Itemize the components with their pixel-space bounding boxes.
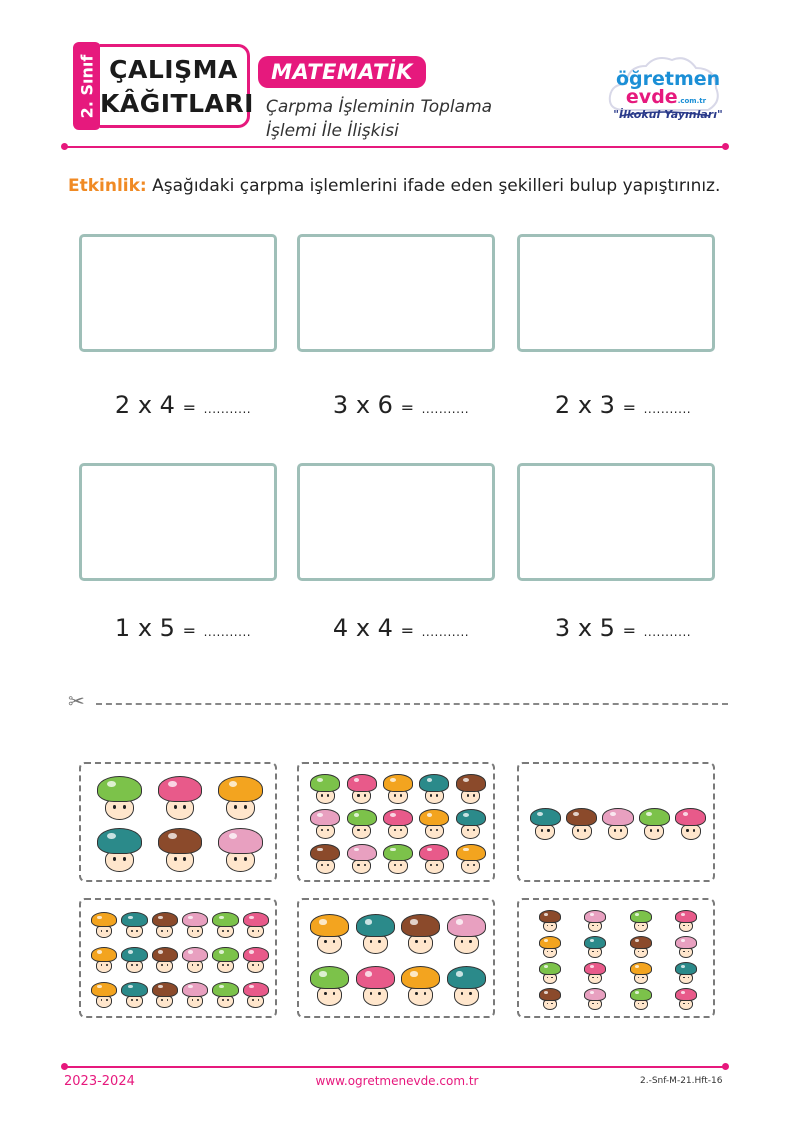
mushroom-cap	[212, 982, 238, 997]
mushroom-icon	[310, 844, 340, 874]
footer-divider-dot-left	[61, 1063, 68, 1070]
mushroom-cap	[97, 828, 142, 854]
mushroom-icon	[401, 966, 440, 1005]
title-line-1: ÇALIŞMA	[109, 55, 238, 84]
mushroom-cap	[447, 966, 486, 989]
mushroom-face	[316, 824, 335, 839]
mushroom-icon	[212, 947, 238, 973]
mushroom-icon	[675, 936, 697, 958]
scissors-icon: ✂	[68, 689, 85, 713]
mushroom-face	[644, 824, 664, 840]
cutout-card-4[interactable]	[79, 898, 277, 1018]
mushroom-cap	[121, 982, 147, 997]
mushroom-cap	[243, 947, 269, 962]
mushroom-cap	[356, 914, 395, 937]
mushroom-icon	[456, 809, 486, 839]
mushroom-icon	[401, 914, 440, 953]
mushroom-icon	[584, 910, 606, 932]
mushroom-cap	[212, 912, 238, 927]
mushroom-icon	[566, 808, 597, 839]
mushroom-icon	[639, 808, 670, 839]
mushroom-cap	[158, 776, 203, 802]
mushroom-icon	[383, 809, 413, 839]
mushroom-icon	[91, 947, 117, 973]
mushroom-icon	[121, 982, 147, 1008]
mushroom-icon	[218, 776, 263, 821]
mushroom-cap	[419, 844, 449, 861]
mushroom-cap	[243, 912, 269, 927]
mushroom-icon	[630, 988, 652, 1010]
mushroom-cap	[152, 912, 178, 927]
equation-expr: 3 x 5	[554, 614, 615, 642]
mushroom-icon	[347, 774, 377, 804]
mushroom-cap	[584, 936, 606, 949]
mushroom-cap	[456, 774, 486, 791]
instruction-lead: Etkinlik:	[68, 176, 147, 196]
paste-box-2[interactable]	[297, 234, 495, 352]
mushroom-cap	[347, 774, 377, 791]
mushroom-icon	[310, 809, 340, 839]
mushroom-cap	[97, 776, 142, 802]
mushroom-cap	[152, 947, 178, 962]
title-line-2: KÂĞITLARI	[100, 89, 254, 118]
logo-name-part2-text: evde	[625, 86, 678, 108]
mushroom-cap	[539, 988, 561, 1001]
mushroom-face	[461, 824, 480, 839]
paste-box-1[interactable]	[79, 234, 277, 352]
equation-expr: 2 x 4	[114, 391, 175, 419]
mushroom-icon	[310, 966, 349, 1005]
answer-blank[interactable]: ...........	[643, 402, 692, 416]
equation-expr: 3 x 6	[332, 391, 393, 419]
mushroom-icon	[97, 828, 142, 873]
mushroom-cap	[182, 912, 208, 927]
cutout-card-2[interactable]	[297, 762, 495, 882]
mushroom-face	[535, 824, 555, 840]
logo-tagline: "İlkokul Yayınları"	[613, 108, 723, 121]
paste-box-4[interactable]	[79, 463, 277, 581]
mushroom-cap	[630, 910, 652, 923]
mushroom-cap	[419, 809, 449, 826]
mushroom-icon	[675, 808, 706, 839]
subject-badge: MATEMATİK	[258, 56, 426, 88]
mushroom-icon	[539, 988, 561, 1010]
mushroom-icon	[243, 912, 269, 938]
mushroom-icon	[91, 912, 117, 938]
mushroom-cap	[310, 844, 340, 861]
equation-equals: =	[182, 621, 196, 640]
mushroom-icon	[584, 962, 606, 984]
mushroom-cap	[383, 809, 413, 826]
grade-tab	[73, 42, 101, 130]
mushroom-icon	[456, 774, 486, 804]
mushroom-icon	[182, 912, 208, 938]
equation-equals: =	[622, 621, 636, 640]
answer-blank[interactable]: ...........	[421, 625, 470, 639]
mushroom-icon	[456, 844, 486, 874]
equation-3	[524, 391, 722, 419]
mushroom-cap	[584, 910, 606, 923]
answer-blank[interactable]: ...........	[203, 402, 252, 416]
footer-year: 2023-2024	[64, 1074, 135, 1089]
mushroom-icon	[383, 844, 413, 874]
equation-4	[84, 614, 282, 642]
cut-line	[96, 703, 728, 705]
mushroom-icon	[675, 962, 697, 984]
header-divider-dot-right	[722, 143, 729, 150]
mushroom-face	[126, 925, 143, 938]
mushroom-cap	[218, 776, 263, 802]
mushroom-cap	[539, 936, 561, 949]
mushroom-face	[187, 925, 204, 938]
mushroom-icon	[539, 936, 561, 958]
logo-name-part2	[616, 88, 716, 110]
mushroom-face	[608, 824, 628, 840]
mushroom-icon	[419, 774, 449, 804]
mushroom-face	[156, 925, 173, 938]
mushroom-cap	[675, 962, 697, 975]
mushroom-cap	[347, 844, 377, 861]
equation-equals: =	[400, 398, 414, 417]
logo-name-part1: öğretmen	[616, 68, 721, 90]
mushroom-icon	[539, 962, 561, 984]
mushroom-face	[247, 925, 264, 938]
mushroom-face	[96, 925, 113, 938]
mushroom-cap	[356, 966, 395, 989]
mushroom-icon	[212, 982, 238, 1008]
mushroom-cap	[566, 808, 597, 826]
mushroom-icon	[675, 910, 697, 932]
mushroom-cap	[675, 808, 706, 826]
answer-blank[interactable]: ...........	[203, 625, 252, 639]
footer-divider-dot-right	[722, 1063, 729, 1070]
mushroom-cap	[91, 947, 117, 962]
mushroom-cap	[182, 947, 208, 962]
mushroom-cap	[630, 962, 652, 975]
mushroom-cap	[383, 774, 413, 791]
mushroom-cap	[584, 962, 606, 975]
mushroom-cap	[310, 809, 340, 826]
equation-expr: 2 x 3	[554, 391, 615, 419]
mushroom-cap	[630, 936, 652, 949]
mushroom-icon	[310, 914, 349, 953]
cutout-card-6[interactable]	[517, 898, 715, 1018]
mushroom-cap	[584, 988, 606, 1001]
cutout-card-1[interactable]	[79, 762, 277, 882]
mushroom-cap	[121, 947, 147, 962]
mushroom-icon	[675, 988, 697, 1010]
topic-line-1: Çarpma İşleminin Toplama	[266, 97, 493, 117]
mushroom-cap	[530, 808, 561, 826]
mushroom-icon	[121, 912, 147, 938]
answer-blank[interactable]: ...........	[421, 402, 470, 416]
mushroom-icon	[584, 988, 606, 1010]
grade-label: 2. Sınıf	[77, 54, 97, 118]
mushroom-cap	[456, 844, 486, 861]
cutout-card-3[interactable]	[517, 762, 715, 882]
mushroom-cap	[401, 966, 440, 989]
paste-box-3[interactable]	[517, 234, 715, 352]
mushroom-cap	[182, 982, 208, 997]
mushroom-cap	[121, 912, 147, 927]
mushroom-icon	[158, 828, 203, 873]
mushroom-icon	[447, 914, 486, 953]
mushroom-icon	[347, 809, 377, 839]
mushroom-icon	[584, 936, 606, 958]
equation-5	[302, 614, 500, 642]
mushroom-icon	[630, 936, 652, 958]
mushroom-icon	[447, 966, 486, 1005]
mushroom-cap	[456, 809, 486, 826]
mushroom-face	[425, 824, 444, 839]
cutout-card-5[interactable]	[297, 898, 495, 1018]
mushroom-cap	[630, 988, 652, 1001]
equation-expr: 1 x 5	[114, 614, 175, 642]
footer-url[interactable]: www.ogretmenevde.com.tr	[315, 1074, 479, 1088]
equation-expr: 4 x 4	[332, 614, 393, 642]
mushroom-icon	[158, 776, 203, 821]
mushroom-cap	[243, 982, 269, 997]
mushroom-icon	[182, 947, 208, 973]
mushroom-icon	[356, 966, 395, 1005]
mushroom-cap	[675, 910, 697, 923]
header-divider-dot-left	[61, 143, 68, 150]
mushroom-cap	[539, 962, 561, 975]
logo-domain-suffix: .com.tr	[677, 97, 707, 105]
mushroom-icon	[419, 809, 449, 839]
answer-blank[interactable]: ...........	[643, 625, 692, 639]
mushroom-icon	[347, 844, 377, 874]
mushroom-icon	[152, 982, 178, 1008]
mushroom-cap	[639, 808, 670, 826]
mushroom-cap	[310, 774, 340, 791]
mushroom-icon	[182, 982, 208, 1008]
mushroom-face	[388, 824, 407, 839]
mushroom-cap	[212, 947, 238, 962]
mushroom-icon	[243, 947, 269, 973]
mushroom-cap	[91, 982, 117, 997]
mushroom-cap	[91, 912, 117, 927]
mushroom-cap	[419, 774, 449, 791]
mushroom-icon	[152, 947, 178, 973]
equation-equals: =	[182, 398, 196, 417]
mushroom-icon	[602, 808, 633, 839]
footer-code: 2.-Snf-M-21.Hft-16	[640, 1076, 723, 1086]
mushroom-icon	[630, 910, 652, 932]
mushroom-cap	[401, 914, 440, 937]
mushroom-cap	[602, 808, 633, 826]
mushroom-face	[217, 925, 234, 938]
mushroom-icon	[243, 982, 269, 1008]
mushroom-cap	[310, 966, 349, 989]
mushroom-icon	[121, 947, 147, 973]
worksheet-title	[100, 44, 254, 128]
mushroom-cap	[310, 914, 349, 937]
paste-box-5[interactable]	[297, 463, 495, 581]
mushroom-cap	[383, 844, 413, 861]
header-divider	[64, 146, 726, 148]
mushroom-icon	[152, 912, 178, 938]
equation-1	[84, 391, 282, 419]
mushroom-icon	[356, 914, 395, 953]
mushroom-icon	[530, 808, 561, 839]
instruction	[68, 176, 720, 196]
mushroom-face	[352, 824, 371, 839]
equation-6	[524, 614, 722, 642]
mushroom-icon	[310, 774, 340, 804]
mushroom-icon	[218, 828, 263, 873]
mushroom-icon	[383, 774, 413, 804]
mushroom-cap	[675, 988, 697, 1001]
equation-equals: =	[400, 621, 414, 640]
footer-divider	[64, 1066, 726, 1068]
mushroom-cap	[158, 828, 203, 854]
equation-2	[302, 391, 500, 419]
mushroom-cap	[218, 828, 263, 854]
mushroom-cap	[152, 982, 178, 997]
equation-equals: =	[622, 398, 636, 417]
paste-box-6[interactable]	[517, 463, 715, 581]
mushroom-icon	[630, 962, 652, 984]
mushroom-icon	[539, 910, 561, 932]
topic-line-2: İşlemi İle İlişkisi	[266, 121, 399, 141]
mushroom-face	[572, 824, 592, 840]
mushroom-face	[681, 824, 701, 840]
mushroom-icon	[97, 776, 142, 821]
instruction-text: Aşağıdaki çarpma işlemlerini ifade eden şekilleri bulup yapıştırınız.	[152, 176, 721, 196]
mushroom-cap	[447, 914, 486, 937]
mushroom-icon	[419, 844, 449, 874]
mushroom-cap	[675, 936, 697, 949]
mushroom-icon	[91, 982, 117, 1008]
mushroom-icon	[212, 912, 238, 938]
mushroom-cap	[347, 809, 377, 826]
mushroom-cap	[539, 910, 561, 923]
